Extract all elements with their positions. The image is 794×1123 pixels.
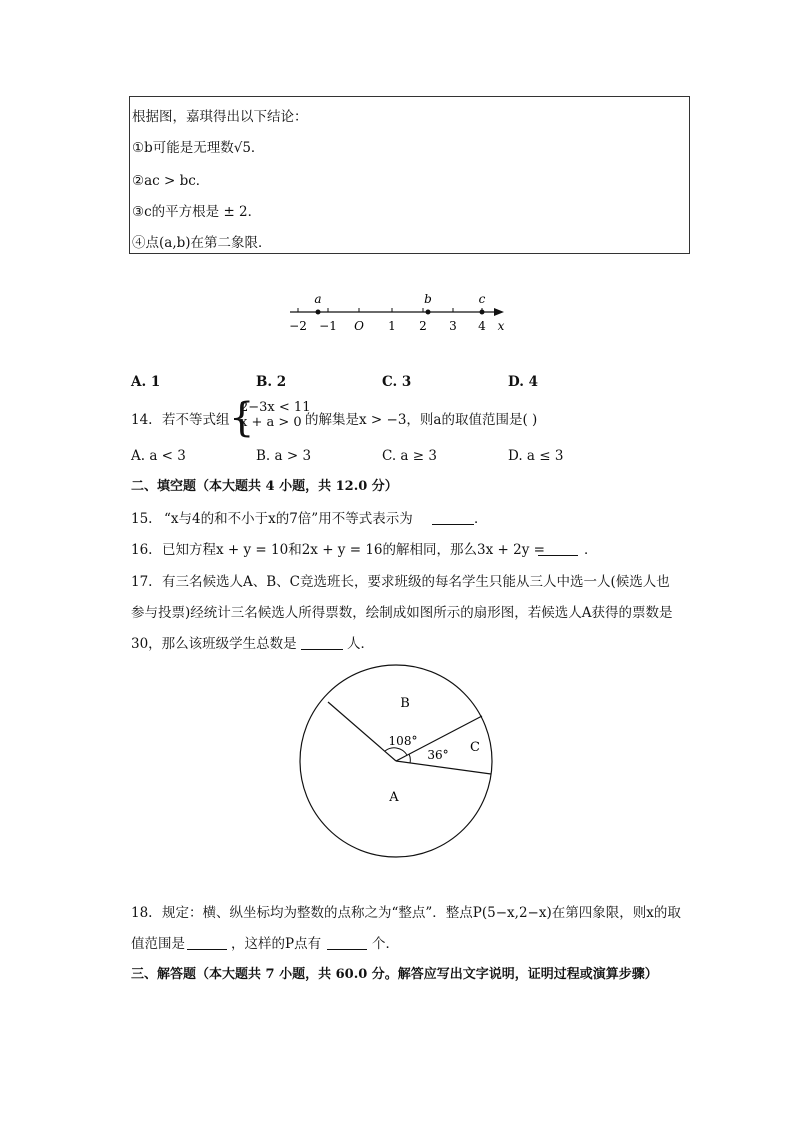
q16-answer-blank[interactable] bbox=[538, 543, 578, 556]
q15-number: 15. bbox=[131, 511, 153, 527]
angle-label-c: 36° bbox=[427, 748, 449, 762]
q16-number: 16. bbox=[131, 542, 153, 558]
q13-option-b: B. 2 bbox=[256, 374, 287, 390]
q16-text: 已知方程x + y = 10和2x + y = 16的解相同，那么3x + 2y = bbox=[162, 542, 545, 558]
q18-number: 18. bbox=[131, 905, 153, 921]
point-c-label: c bbox=[478, 292, 486, 306]
tick-label: 1 bbox=[388, 319, 396, 333]
q17-line-3-end: 人． bbox=[347, 636, 374, 652]
conclusion-box bbox=[129, 96, 690, 254]
q17-line-2: 参与投票)经统计三名候选人所得票数，绘制成如图所示的扇形图，若候选人A获得的票数是 bbox=[131, 605, 673, 621]
q14-option-b: B. a > 3 bbox=[256, 448, 312, 464]
q18-line-2c: 个． bbox=[372, 936, 399, 952]
pie-label-c: C bbox=[470, 740, 480, 755]
pie-label-a: A bbox=[389, 790, 399, 805]
q16-end: ． bbox=[584, 542, 598, 558]
point-a-label: a bbox=[314, 292, 322, 306]
section-2-heading: 二、填空题（本大题共 4 小题，共 12.0 分） bbox=[131, 479, 398, 494]
q14-ineq-2: x + a > 0 bbox=[240, 415, 302, 430]
point-b-label: b bbox=[424, 292, 432, 306]
brace-icon: { bbox=[229, 395, 255, 441]
q14-option-c: C. a ≥ 3 bbox=[382, 448, 437, 464]
q17-number: 17. bbox=[131, 574, 153, 590]
conclusion-4: ④点(a,b)在第二象限． bbox=[132, 235, 272, 251]
pie-label-b: B bbox=[400, 696, 410, 711]
q18-answer-blank-1[interactable] bbox=[187, 937, 227, 950]
angle-arc-c bbox=[409, 754, 410, 763]
q17-line-3: 30，那么该班级学生总数是 bbox=[131, 636, 297, 652]
q17-answer-blank[interactable] bbox=[301, 637, 343, 650]
q14-option-d: D. a ≤ 3 bbox=[508, 448, 564, 464]
q14-prefix: 若不等式组 bbox=[162, 412, 230, 428]
conclusion-3: ③c的平方根是 ± 2． bbox=[132, 204, 262, 220]
pie-figure bbox=[295, 662, 505, 872]
q17-line-1: 有三名候选人A、B、C竞选班长，要求班级的每名学生只能从三人中选一人(候选人也 bbox=[162, 574, 670, 590]
point-c bbox=[480, 310, 485, 315]
axis-label-x: x bbox=[497, 319, 505, 333]
q18-line-1: 规定：横、纵坐标均为整数的点称之为“整点”．整点P(5−x,2−x)在第四象限，则x的取 bbox=[162, 905, 681, 921]
number-line-figure bbox=[280, 285, 520, 340]
q18-line-2a: 值范围是 bbox=[131, 936, 185, 952]
angle-label-b: 108° bbox=[388, 734, 418, 748]
conclusion-2: ②ac > bc． bbox=[132, 173, 210, 189]
q15-end: ． bbox=[474, 511, 488, 527]
q13-option-a: A. 1 bbox=[131, 374, 161, 390]
tick-label: O bbox=[354, 319, 364, 333]
pie-divider-ab bbox=[328, 702, 396, 761]
q18-answer-blank-2[interactable] bbox=[327, 937, 367, 950]
tick-label: 2 bbox=[419, 319, 427, 333]
conclusion-1: ①b可能是无理数√5． bbox=[132, 140, 265, 156]
q18-line-2b: ，这样的P点有 bbox=[231, 936, 322, 952]
q13-option-c: C. 3 bbox=[382, 374, 412, 390]
q14-number: 14. bbox=[131, 412, 153, 428]
conclusion-intro: 根据图，嘉琪得出以下结论： bbox=[132, 109, 308, 125]
point-a bbox=[316, 310, 321, 315]
tick-label: −1 bbox=[319, 319, 337, 333]
q14-ineq-1: 2−3x < 11 bbox=[240, 400, 311, 415]
q14-option-a: A. a < 3 bbox=[131, 448, 186, 464]
tick-label: 3 bbox=[449, 319, 457, 333]
section-3-heading: 三、解答题（本大题共 7 小题，共 60.0 分。解答应写出文字说明，证明过程或演算步骤） bbox=[131, 967, 658, 982]
point-b bbox=[426, 310, 431, 315]
q14-suffix: 的解集是x > −3，则a的取值范围是( ) bbox=[305, 412, 538, 428]
tick-label: −2 bbox=[289, 319, 307, 333]
tick-label: 4 bbox=[478, 319, 486, 333]
q13-option-d: D. 4 bbox=[508, 374, 539, 390]
q15-answer-blank[interactable] bbox=[432, 512, 474, 525]
number-line-arrow bbox=[494, 308, 504, 316]
q15-text: “x与4的和不小于x的7倍”用不等式表示为 bbox=[164, 511, 413, 527]
